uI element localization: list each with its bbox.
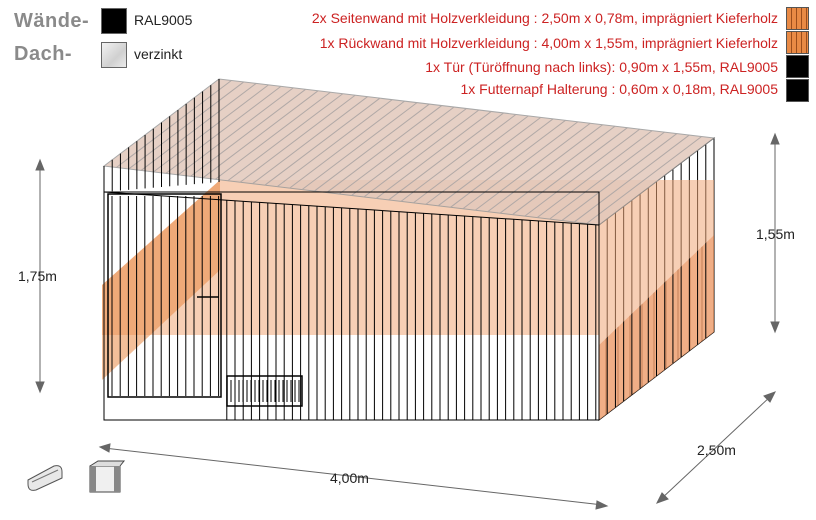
part-line-feeder-holder: 1x Futternapf Halterung : 0,60m x 0,18m, RAL9005 [460,81,778,97]
height-right-label: 1,55m [756,226,795,242]
gutter-icon[interactable] [24,458,68,494]
walls-color-value: RAL9005 [134,12,193,28]
roof-color-value: verzinkt [134,46,183,62]
height-left-label: 1,75m [18,268,57,284]
width-label: 4,00m [330,470,369,486]
walls-legend-title: Wände- [14,10,90,32]
part-line-side-walls: 2x Seitenwand mit Holzverkleidung : 2,50m x 0,78m, imprägniert Kieferholz [311,10,778,26]
depth-label: 2,50m [697,442,736,458]
part-line-back-wall: 1x Rückwand mit Holzverkleidung : 4,00m x 1,55m, imprägniert Kieferholz [319,35,778,51]
kennel-icon[interactable] [86,458,126,496]
part-line-door: 1x Tür (Türöffnung nach links): 0,90m x 1,55m, RAL9005 [425,59,778,75]
roof-legend-title: Dach- [14,43,73,65]
